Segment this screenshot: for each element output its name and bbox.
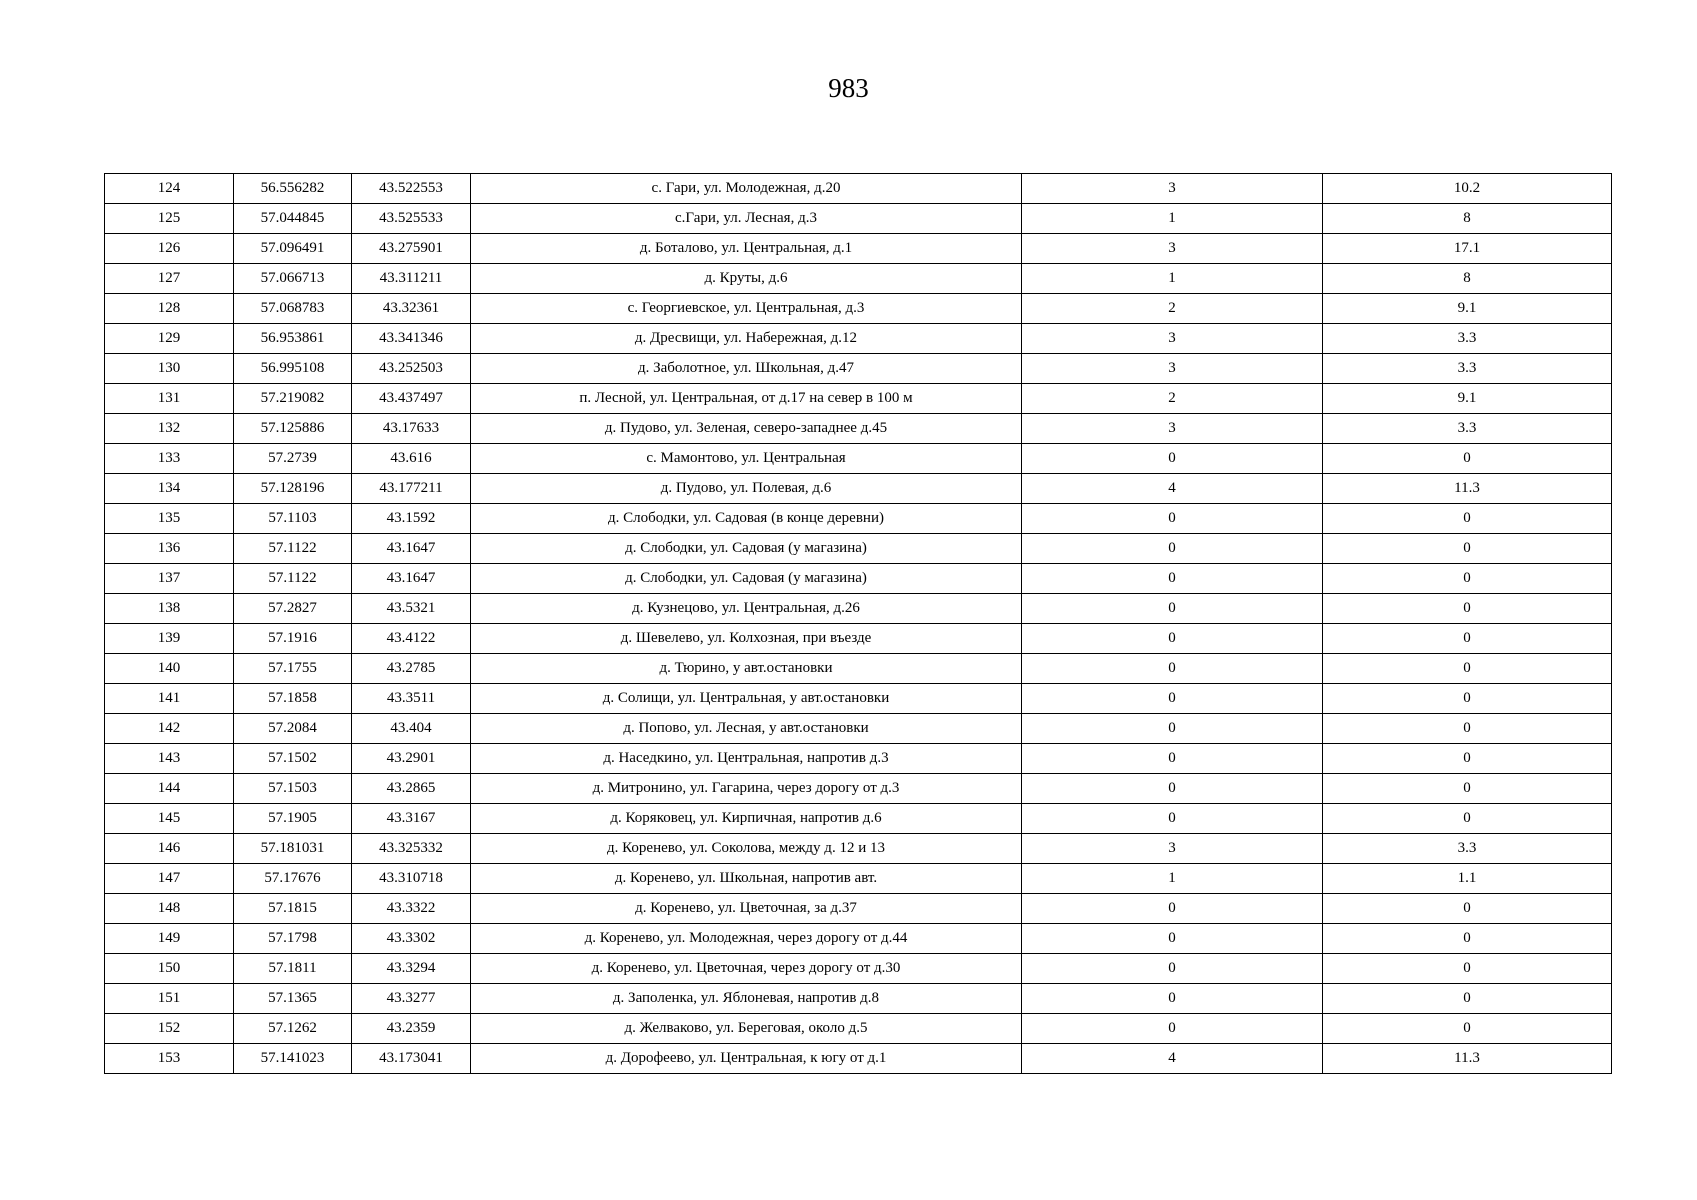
row-number-cell: 136 (105, 534, 234, 564)
latitude-cell: 57.17676 (234, 864, 352, 894)
row-number-cell: 149 (105, 924, 234, 954)
count-cell: 0 (1022, 534, 1323, 564)
address-cell: д. Боталово, ул. Центральная, д.1 (471, 234, 1022, 264)
row-number-cell: 137 (105, 564, 234, 594)
table-row (105, 804, 1612, 834)
count-cell: 0 (1022, 744, 1323, 774)
table-row (105, 744, 1612, 774)
latitude-cell: 57.2827 (234, 594, 352, 624)
latitude-cell: 57.128196 (234, 474, 352, 504)
latitude-cell: 57.1916 (234, 624, 352, 654)
value-cell: 1.1 (1323, 864, 1612, 894)
count-cell: 0 (1022, 1014, 1323, 1044)
latitude-cell: 57.1815 (234, 894, 352, 924)
address-cell: с. Мамонтово, ул. Центральная (471, 444, 1022, 474)
longitude-cell: 43.177211 (352, 474, 471, 504)
count-cell: 1 (1022, 264, 1323, 294)
count-cell: 2 (1022, 384, 1323, 414)
count-cell: 0 (1022, 594, 1323, 624)
longitude-cell: 43.252503 (352, 354, 471, 384)
address-cell: д. Кузнецово, ул. Центральная, д.26 (471, 594, 1022, 624)
row-number-cell: 135 (105, 504, 234, 534)
row-number-cell: 146 (105, 834, 234, 864)
row-number-cell: 141 (105, 684, 234, 714)
count-cell: 0 (1022, 444, 1323, 474)
table-row (105, 264, 1612, 294)
address-cell: д. Коренево, ул. Молодежная, через дорогу от д.44 (471, 924, 1022, 954)
value-cell: 17.1 (1323, 234, 1612, 264)
count-cell: 3 (1022, 234, 1323, 264)
address-cell: д. Коренево, ул. Цветочная, через дорогу от д.30 (471, 954, 1022, 984)
row-number-cell: 147 (105, 864, 234, 894)
address-cell: д. Солищи, ул. Центральная, у авт.остановки (471, 684, 1022, 714)
value-cell: 8 (1323, 264, 1612, 294)
table-row (105, 864, 1612, 894)
row-number-cell: 148 (105, 894, 234, 924)
table-row (105, 894, 1612, 924)
latitude-cell: 57.1798 (234, 924, 352, 954)
latitude-cell: 57.044845 (234, 204, 352, 234)
address-cell: д. Заболотное, ул. Школьная, д.47 (471, 354, 1022, 384)
table-body (105, 174, 1612, 1074)
row-number-cell: 133 (105, 444, 234, 474)
row-number-cell: 139 (105, 624, 234, 654)
longitude-cell: 43.275901 (352, 234, 471, 264)
latitude-cell: 57.096491 (234, 234, 352, 264)
count-cell: 0 (1022, 564, 1323, 594)
longitude-cell: 43.616 (352, 444, 471, 474)
table-row (105, 684, 1612, 714)
value-cell: 0 (1323, 624, 1612, 654)
latitude-cell: 57.1103 (234, 504, 352, 534)
table-row (105, 834, 1612, 864)
table-row (105, 624, 1612, 654)
latitude-cell: 57.1811 (234, 954, 352, 984)
latitude-cell: 56.995108 (234, 354, 352, 384)
value-cell: 8 (1323, 204, 1612, 234)
longitude-cell: 43.17633 (352, 414, 471, 444)
value-cell: 0 (1323, 744, 1612, 774)
address-cell: с. Георгиевское, ул. Центральная, д.3 (471, 294, 1022, 324)
longitude-cell: 43.310718 (352, 864, 471, 894)
latitude-cell: 57.1503 (234, 774, 352, 804)
row-number-cell: 130 (105, 354, 234, 384)
address-cell: д. Круты, д.6 (471, 264, 1022, 294)
address-cell: д. Заполенка, ул. Яблоневая, напротив д.8 (471, 984, 1022, 1014)
longitude-cell: 43.404 (352, 714, 471, 744)
count-cell: 2 (1022, 294, 1323, 324)
latitude-cell: 57.1365 (234, 984, 352, 1014)
value-cell: 0 (1323, 804, 1612, 834)
row-number-cell: 128 (105, 294, 234, 324)
table-row (105, 324, 1612, 354)
longitude-cell: 43.1647 (352, 564, 471, 594)
value-cell: 0 (1323, 444, 1612, 474)
address-cell: д. Коренево, ул. Соколова, между д. 12 и 13 (471, 834, 1022, 864)
longitude-cell: 43.311211 (352, 264, 471, 294)
count-cell: 0 (1022, 624, 1323, 654)
row-number-cell: 143 (105, 744, 234, 774)
longitude-cell: 43.525533 (352, 204, 471, 234)
latitude-cell: 57.219082 (234, 384, 352, 414)
count-cell: 3 (1022, 414, 1323, 444)
table-row (105, 774, 1612, 804)
count-cell: 0 (1022, 654, 1323, 684)
longitude-cell: 43.3294 (352, 954, 471, 984)
address-cell: с.Гари, ул. Лесная, д.3 (471, 204, 1022, 234)
latitude-cell: 57.066713 (234, 264, 352, 294)
latitude-cell: 57.1905 (234, 804, 352, 834)
latitude-cell: 57.2739 (234, 444, 352, 474)
latitude-cell: 57.1502 (234, 744, 352, 774)
row-number-cell: 152 (105, 1014, 234, 1044)
latitude-cell: 57.141023 (234, 1044, 352, 1074)
row-number-cell: 140 (105, 654, 234, 684)
address-cell: д. Шевелево, ул. Колхозная, при въезде (471, 624, 1022, 654)
value-cell: 9.1 (1323, 384, 1612, 414)
data-table (104, 173, 1612, 1074)
latitude-cell: 57.125886 (234, 414, 352, 444)
address-cell: д. Митронино, ул. Гагарина, через дорогу от д.3 (471, 774, 1022, 804)
address-cell: д. Желваково, ул. Береговая, около д.5 (471, 1014, 1022, 1044)
table-row (105, 474, 1612, 504)
longitude-cell: 43.522553 (352, 174, 471, 204)
latitude-cell: 57.1122 (234, 564, 352, 594)
latitude-cell: 57.068783 (234, 294, 352, 324)
count-cell: 3 (1022, 174, 1323, 204)
table-row (105, 924, 1612, 954)
table-row (105, 564, 1612, 594)
latitude-cell: 57.1262 (234, 1014, 352, 1044)
latitude-cell: 57.1858 (234, 684, 352, 714)
longitude-cell: 43.4122 (352, 624, 471, 654)
count-cell: 0 (1022, 684, 1323, 714)
value-cell: 0 (1323, 654, 1612, 684)
count-cell: 4 (1022, 474, 1323, 504)
longitude-cell: 43.2785 (352, 654, 471, 684)
row-number-cell: 151 (105, 984, 234, 1014)
address-cell: д. Слободки, ул. Садовая (в конце деревни) (471, 504, 1022, 534)
value-cell: 0 (1323, 1014, 1612, 1044)
longitude-cell: 43.5321 (352, 594, 471, 624)
row-number-cell: 132 (105, 414, 234, 444)
table-row (105, 294, 1612, 324)
value-cell: 11.3 (1323, 474, 1612, 504)
longitude-cell: 43.3277 (352, 984, 471, 1014)
address-cell: д. Коряковец, ул. Кирпичная, напротив д.6 (471, 804, 1022, 834)
count-cell: 3 (1022, 834, 1323, 864)
table-row (105, 354, 1612, 384)
row-number-cell: 124 (105, 174, 234, 204)
value-cell: 0 (1323, 594, 1612, 624)
count-cell: 1 (1022, 204, 1323, 234)
row-number-cell: 126 (105, 234, 234, 264)
longitude-cell: 43.325332 (352, 834, 471, 864)
longitude-cell: 43.3322 (352, 894, 471, 924)
longitude-cell: 43.3302 (352, 924, 471, 954)
longitude-cell: 43.173041 (352, 1044, 471, 1074)
longitude-cell: 43.32361 (352, 294, 471, 324)
count-cell: 0 (1022, 954, 1323, 984)
row-number-cell: 127 (105, 264, 234, 294)
longitude-cell: 43.1647 (352, 534, 471, 564)
count-cell: 0 (1022, 894, 1323, 924)
row-number-cell: 134 (105, 474, 234, 504)
row-number-cell: 150 (105, 954, 234, 984)
value-cell: 0 (1323, 684, 1612, 714)
latitude-cell: 57.181031 (234, 834, 352, 864)
table-row (105, 594, 1612, 624)
address-cell: д. Коренево, ул. Цветочная, за д.37 (471, 894, 1022, 924)
row-number-cell: 131 (105, 384, 234, 414)
longitude-cell: 43.1592 (352, 504, 471, 534)
count-cell: 3 (1022, 324, 1323, 354)
value-cell: 0 (1323, 774, 1612, 804)
value-cell: 0 (1323, 954, 1612, 984)
count-cell: 0 (1022, 804, 1323, 834)
table-row (105, 414, 1612, 444)
latitude-cell: 57.1755 (234, 654, 352, 684)
address-cell: д. Слободки, ул. Садовая (у магазина) (471, 534, 1022, 564)
latitude-cell: 56.953861 (234, 324, 352, 354)
value-cell: 0 (1323, 984, 1612, 1014)
address-cell: д. Попово, ул. Лесная, у авт.остановки (471, 714, 1022, 744)
table-row (105, 954, 1612, 984)
address-cell: д. Пудово, ул. Полевая, д.6 (471, 474, 1022, 504)
longitude-cell: 43.3167 (352, 804, 471, 834)
table-row (105, 654, 1612, 684)
value-cell: 3.3 (1323, 354, 1612, 384)
address-cell: с. Гари, ул. Молодежная, д.20 (471, 174, 1022, 204)
address-cell: д. Коренево, ул. Школьная, напротив авт. (471, 864, 1022, 894)
address-cell: д. Слободки, ул. Садовая (у магазина) (471, 564, 1022, 594)
latitude-cell: 57.2084 (234, 714, 352, 744)
table-row (105, 984, 1612, 1014)
value-cell: 0 (1323, 714, 1612, 744)
address-cell: д. Дресвищи, ул. Набережная, д.12 (471, 324, 1022, 354)
longitude-cell: 43.2901 (352, 744, 471, 774)
address-cell: п. Лесной, ул. Центральная, от д.17 на север в 100 м (471, 384, 1022, 414)
address-cell: д. Пудово, ул. Зеленая, северо-западнее д.45 (471, 414, 1022, 444)
longitude-cell: 43.437497 (352, 384, 471, 414)
table-row (105, 174, 1612, 204)
table-row (105, 234, 1612, 264)
table-row (105, 384, 1612, 414)
table-row (105, 504, 1612, 534)
value-cell: 0 (1323, 564, 1612, 594)
count-cell: 0 (1022, 774, 1323, 804)
value-cell: 0 (1323, 504, 1612, 534)
table-row (105, 444, 1612, 474)
value-cell: 0 (1323, 924, 1612, 954)
table-row (105, 1014, 1612, 1044)
address-cell: д. Наседкино, ул. Центральная, напротив д.3 (471, 744, 1022, 774)
row-number-cell: 145 (105, 804, 234, 834)
value-cell: 11.3 (1323, 1044, 1612, 1074)
longitude-cell: 43.2865 (352, 774, 471, 804)
longitude-cell: 43.3511 (352, 684, 471, 714)
table-row (105, 714, 1612, 744)
row-number-cell: 144 (105, 774, 234, 804)
longitude-cell: 43.2359 (352, 1014, 471, 1044)
count-cell: 0 (1022, 714, 1323, 744)
count-cell: 3 (1022, 354, 1323, 384)
table-row (105, 534, 1612, 564)
latitude-cell: 57.1122 (234, 534, 352, 564)
value-cell: 0 (1323, 534, 1612, 564)
count-cell: 4 (1022, 1044, 1323, 1074)
row-number-cell: 138 (105, 594, 234, 624)
value-cell: 10.2 (1323, 174, 1612, 204)
value-cell: 3.3 (1323, 414, 1612, 444)
value-cell: 3.3 (1323, 324, 1612, 354)
value-cell: 3.3 (1323, 834, 1612, 864)
row-number-cell: 125 (105, 204, 234, 234)
table-row (105, 204, 1612, 234)
address-cell: д. Дорофеево, ул. Центральная, к югу от д.1 (471, 1044, 1022, 1074)
address-cell: д. Тюрино, у авт.остановки (471, 654, 1022, 684)
count-cell: 1 (1022, 864, 1323, 894)
row-number-cell: 153 (105, 1044, 234, 1074)
count-cell: 0 (1022, 924, 1323, 954)
value-cell: 9.1 (1323, 294, 1612, 324)
value-cell: 0 (1323, 894, 1612, 924)
latitude-cell: 56.556282 (234, 174, 352, 204)
table-row (105, 1044, 1612, 1074)
count-cell: 0 (1022, 504, 1323, 534)
row-number-cell: 129 (105, 324, 234, 354)
longitude-cell: 43.341346 (352, 324, 471, 354)
row-number-cell: 142 (105, 714, 234, 744)
count-cell: 0 (1022, 984, 1323, 1014)
page-number: 983 (828, 73, 869, 103)
